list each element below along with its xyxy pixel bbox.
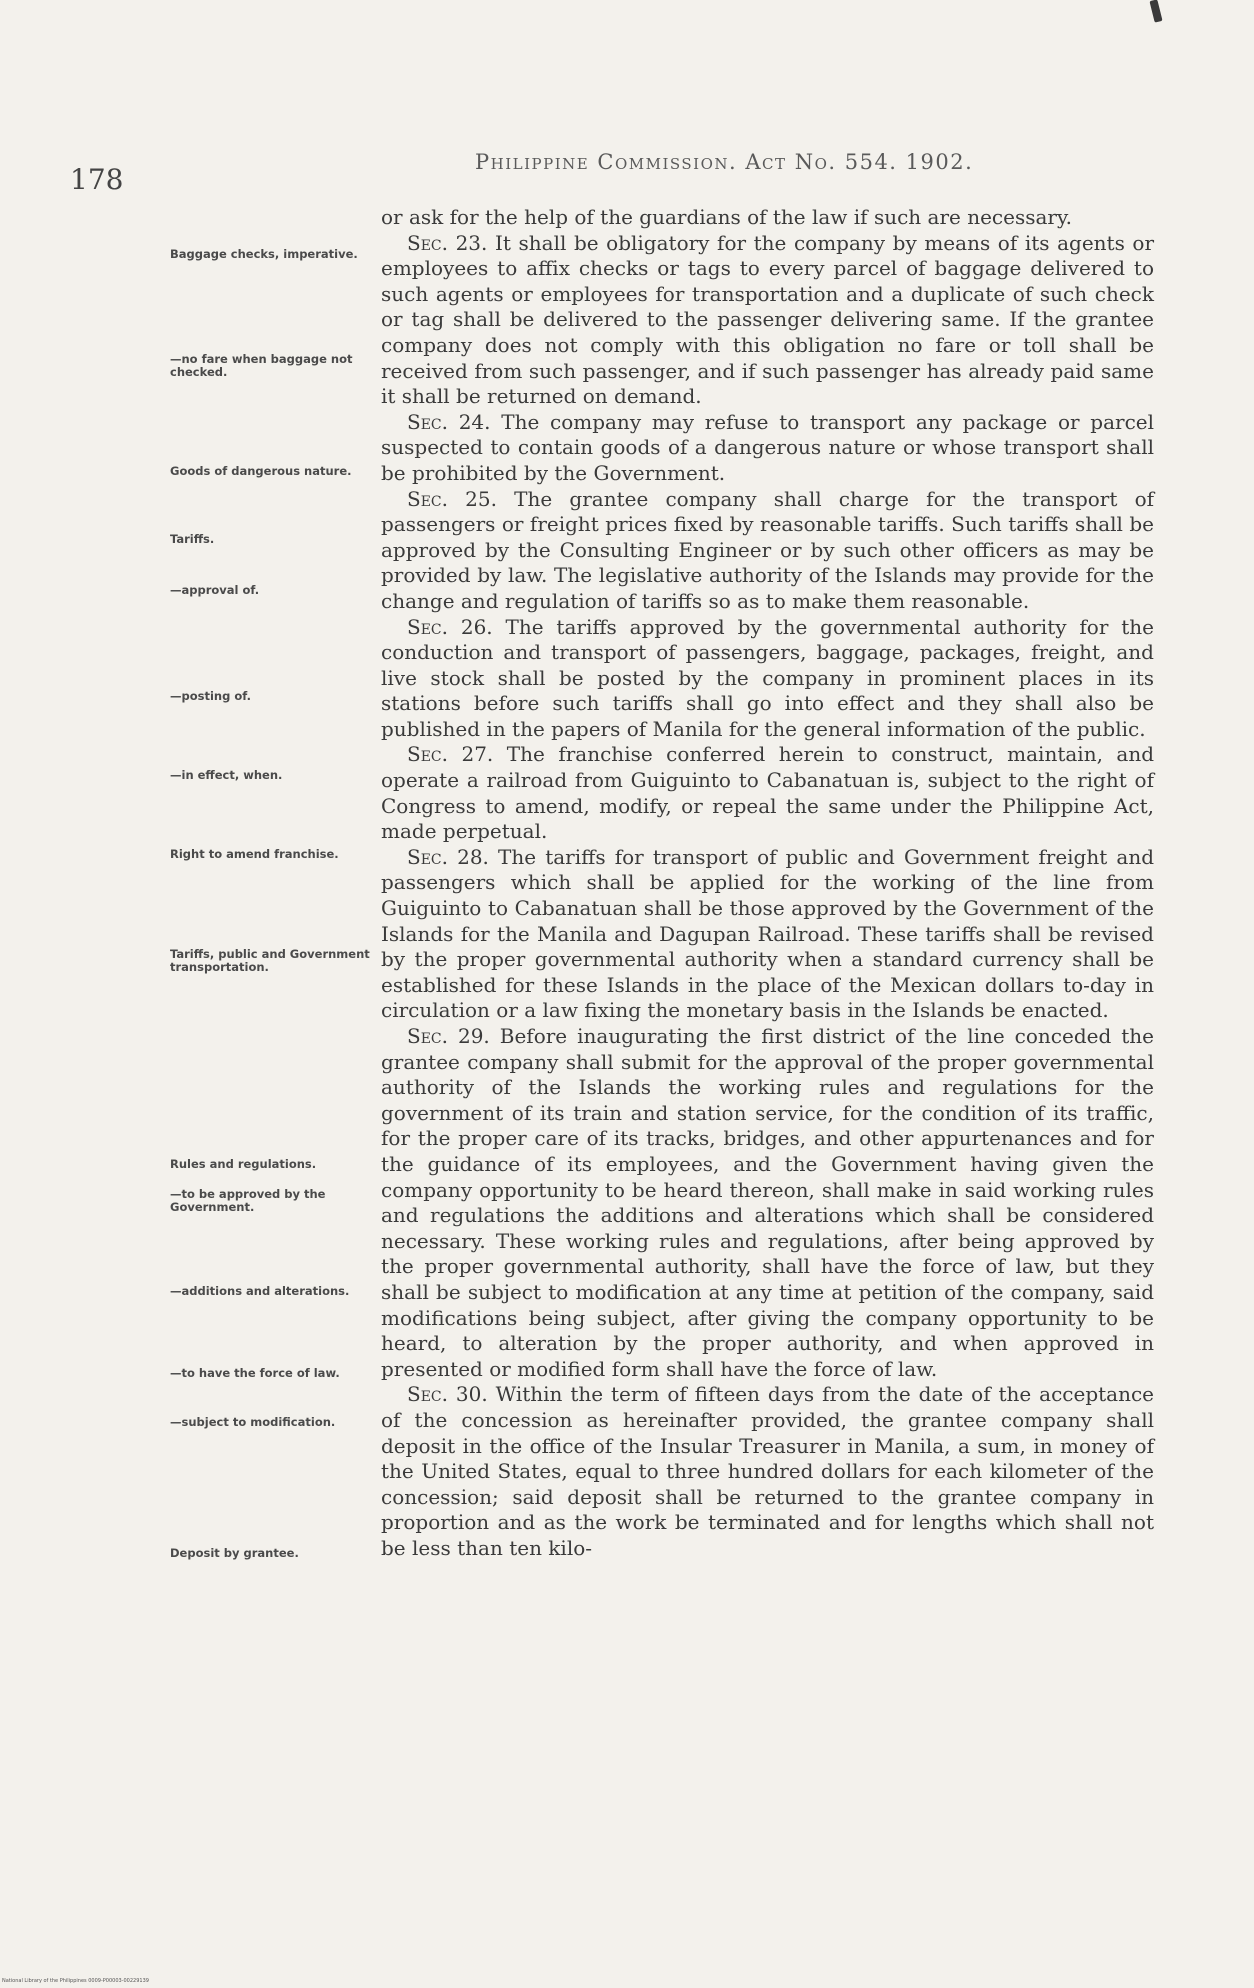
- section-30: [381, 1382, 1154, 1561]
- body-text: [381, 205, 1154, 1561]
- section-label: Sec. 23.: [407, 230, 488, 255]
- margin-note-tariffs-public: Tariffs, public and Government transportation.: [170, 947, 370, 974]
- section-25: [381, 487, 1154, 615]
- section-24: [381, 410, 1154, 487]
- margin-note-posting: —posting of.: [170, 689, 251, 703]
- margin-note-right-to-amend: Right to amend franchise.: [170, 847, 339, 861]
- scan-mark: [1149, 0, 1162, 23]
- margin-note-deposit: Deposit by grantee.: [170, 1546, 299, 1560]
- section-26: [381, 615, 1154, 743]
- section-label: Sec. 29.: [407, 1024, 490, 1048]
- margin-note-tariffs: Tariffs.: [170, 532, 215, 546]
- section-text: The tariffs for transport of public and Government freight and passengers which shall be applied for the working of the line from Guiguinto to Cabanatuan shall be those approved by the Government of the Islands for the Manila and Dagupan Railroad. These tariffs shall be revised by the proper governmental authority when a standard currency shall be established for these Islands in the place of the Mexican dollars to-day in circulation or a law fixing the monetary basis in the Islands be enacted.: [381, 844, 1155, 1023]
- section-29: [381, 1024, 1154, 1382]
- page-number: 178: [70, 163, 124, 196]
- section-label: Sec. 24.: [407, 409, 491, 434]
- section-text: It shall be obligatory for the company by means of its agents or employees to affix checks or tags to every parcel of baggage delivered to such agents or employees for transportation and a duplicate of such check or tag shall be delivered to the passenger delivering same. If the grantee company does not comply with this obligation no fare or toll shall be received from such passenger, and if such passenger has already paid same it shall be returned on demand.: [381, 230, 1155, 409]
- section-28: [381, 845, 1154, 1024]
- section-label: Sec. 25.: [407, 486, 497, 511]
- section-text: The franchise conferred herein to construct, maintain, and operate a railroad from Guiguinto to Cabanatuan is, subject to the right of Congress to amend, modify, or repeal the same under the Philippine Act, made perpetual.: [381, 742, 1155, 844]
- section-text: Within the term of fifteen days from the date of the acceptance of the concession as hereinafter provided, the grantee company shall deposit in the office of the Insular Treasurer in Manila, a sum, in money of the United States, equal to three hundred dollars for each kilometer of the concession; said deposit shall be returned to the grantee company in proportion and as the work be terminated and for lengths which shall not be less than ten kilo-: [381, 1382, 1155, 1560]
- margin-note-dangerous-goods: Goods of dangerous nature.: [170, 464, 352, 478]
- section-label: Sec. 28.: [407, 844, 489, 869]
- margin-note-force-of-law: —to have the force of law.: [170, 1366, 340, 1380]
- section-label: Sec. 26.: [407, 614, 493, 639]
- margin-note-modification: —subject to modification.: [170, 1415, 336, 1429]
- paragraph-continuation: or ask for the help of the guardians of the law if such are necessary.: [381, 205, 1072, 229]
- running-head: Philippine Commission. Act No. 554. 1902.: [475, 150, 974, 174]
- section-text: The grantee company shall charge for the transport of passengers or freight prices fixed by reasonable tariffs. Such tariffs shall be approved by the Consulting Engineer or by such other officers as may be provided by law. The legislative authority of the Islands may provide for the change and regulation of tariffs so as to make them reasonable.: [381, 486, 1155, 613]
- section-text: Before inaugurating the first district of the line conceded the grantee company shall submit for the approval of the proper governmental authority of the Islands the working rules and regulations for the government of its train and station service, for the condition of its traffic, for the proper care of its tracks, bridges, and other appurtenances and for the guidance of its employees, and the Government having given the company opportunity to be heard thereon, shall make in said working rules and regulations the additions and alterations which shall be considered necessary. These working rules and regulations, after being approved by the proper governmental authority, shall have the force of law, but they shall be subject to modification at any time at petition of the company, said modifications being subject, after giving the company opportunity to be heard, to alteration by the proper authority, and when approved in presented or modified form shall have the force of law.: [381, 1024, 1155, 1381]
- section-23: [381, 231, 1154, 410]
- section-text: The company may refuse to transport any package or parcel suspected to contain goods of a dangerous nature or whose transport shall be prohibited by the Government.: [381, 409, 1155, 485]
- section-27: [381, 742, 1154, 844]
- section-label: Sec. 27.: [407, 742, 494, 767]
- section-text: The tariffs approved by the governmental authority for the conduction and transport of passengers, baggage, packages, freight, and live stock shall be posted by the company in prominent places in its stations before such tariffs shall go into effect and they shall also be published in the papers of Manila for the general information of the public.: [381, 614, 1154, 741]
- margin-note-rules: Rules and regulations.: [170, 1157, 317, 1171]
- margin-note-approved-by-gov: —to be approved by the Government.: [170, 1187, 326, 1214]
- margin-note-baggage-checks: Baggage checks, imperative.: [170, 247, 358, 261]
- scan-footer: National Library of the Philippines 0009-P00003-00229139: [2, 1978, 149, 1984]
- margin-note-in-effect: —in effect, when.: [170, 768, 283, 782]
- margin-note-approval: —approval of.: [170, 583, 260, 597]
- section-label: Sec. 30.: [407, 1382, 488, 1407]
- margin-note-no-fare: —no fare when baggage not checked.: [170, 352, 353, 379]
- margin-note-additions: —additions and alterations.: [170, 1284, 350, 1298]
